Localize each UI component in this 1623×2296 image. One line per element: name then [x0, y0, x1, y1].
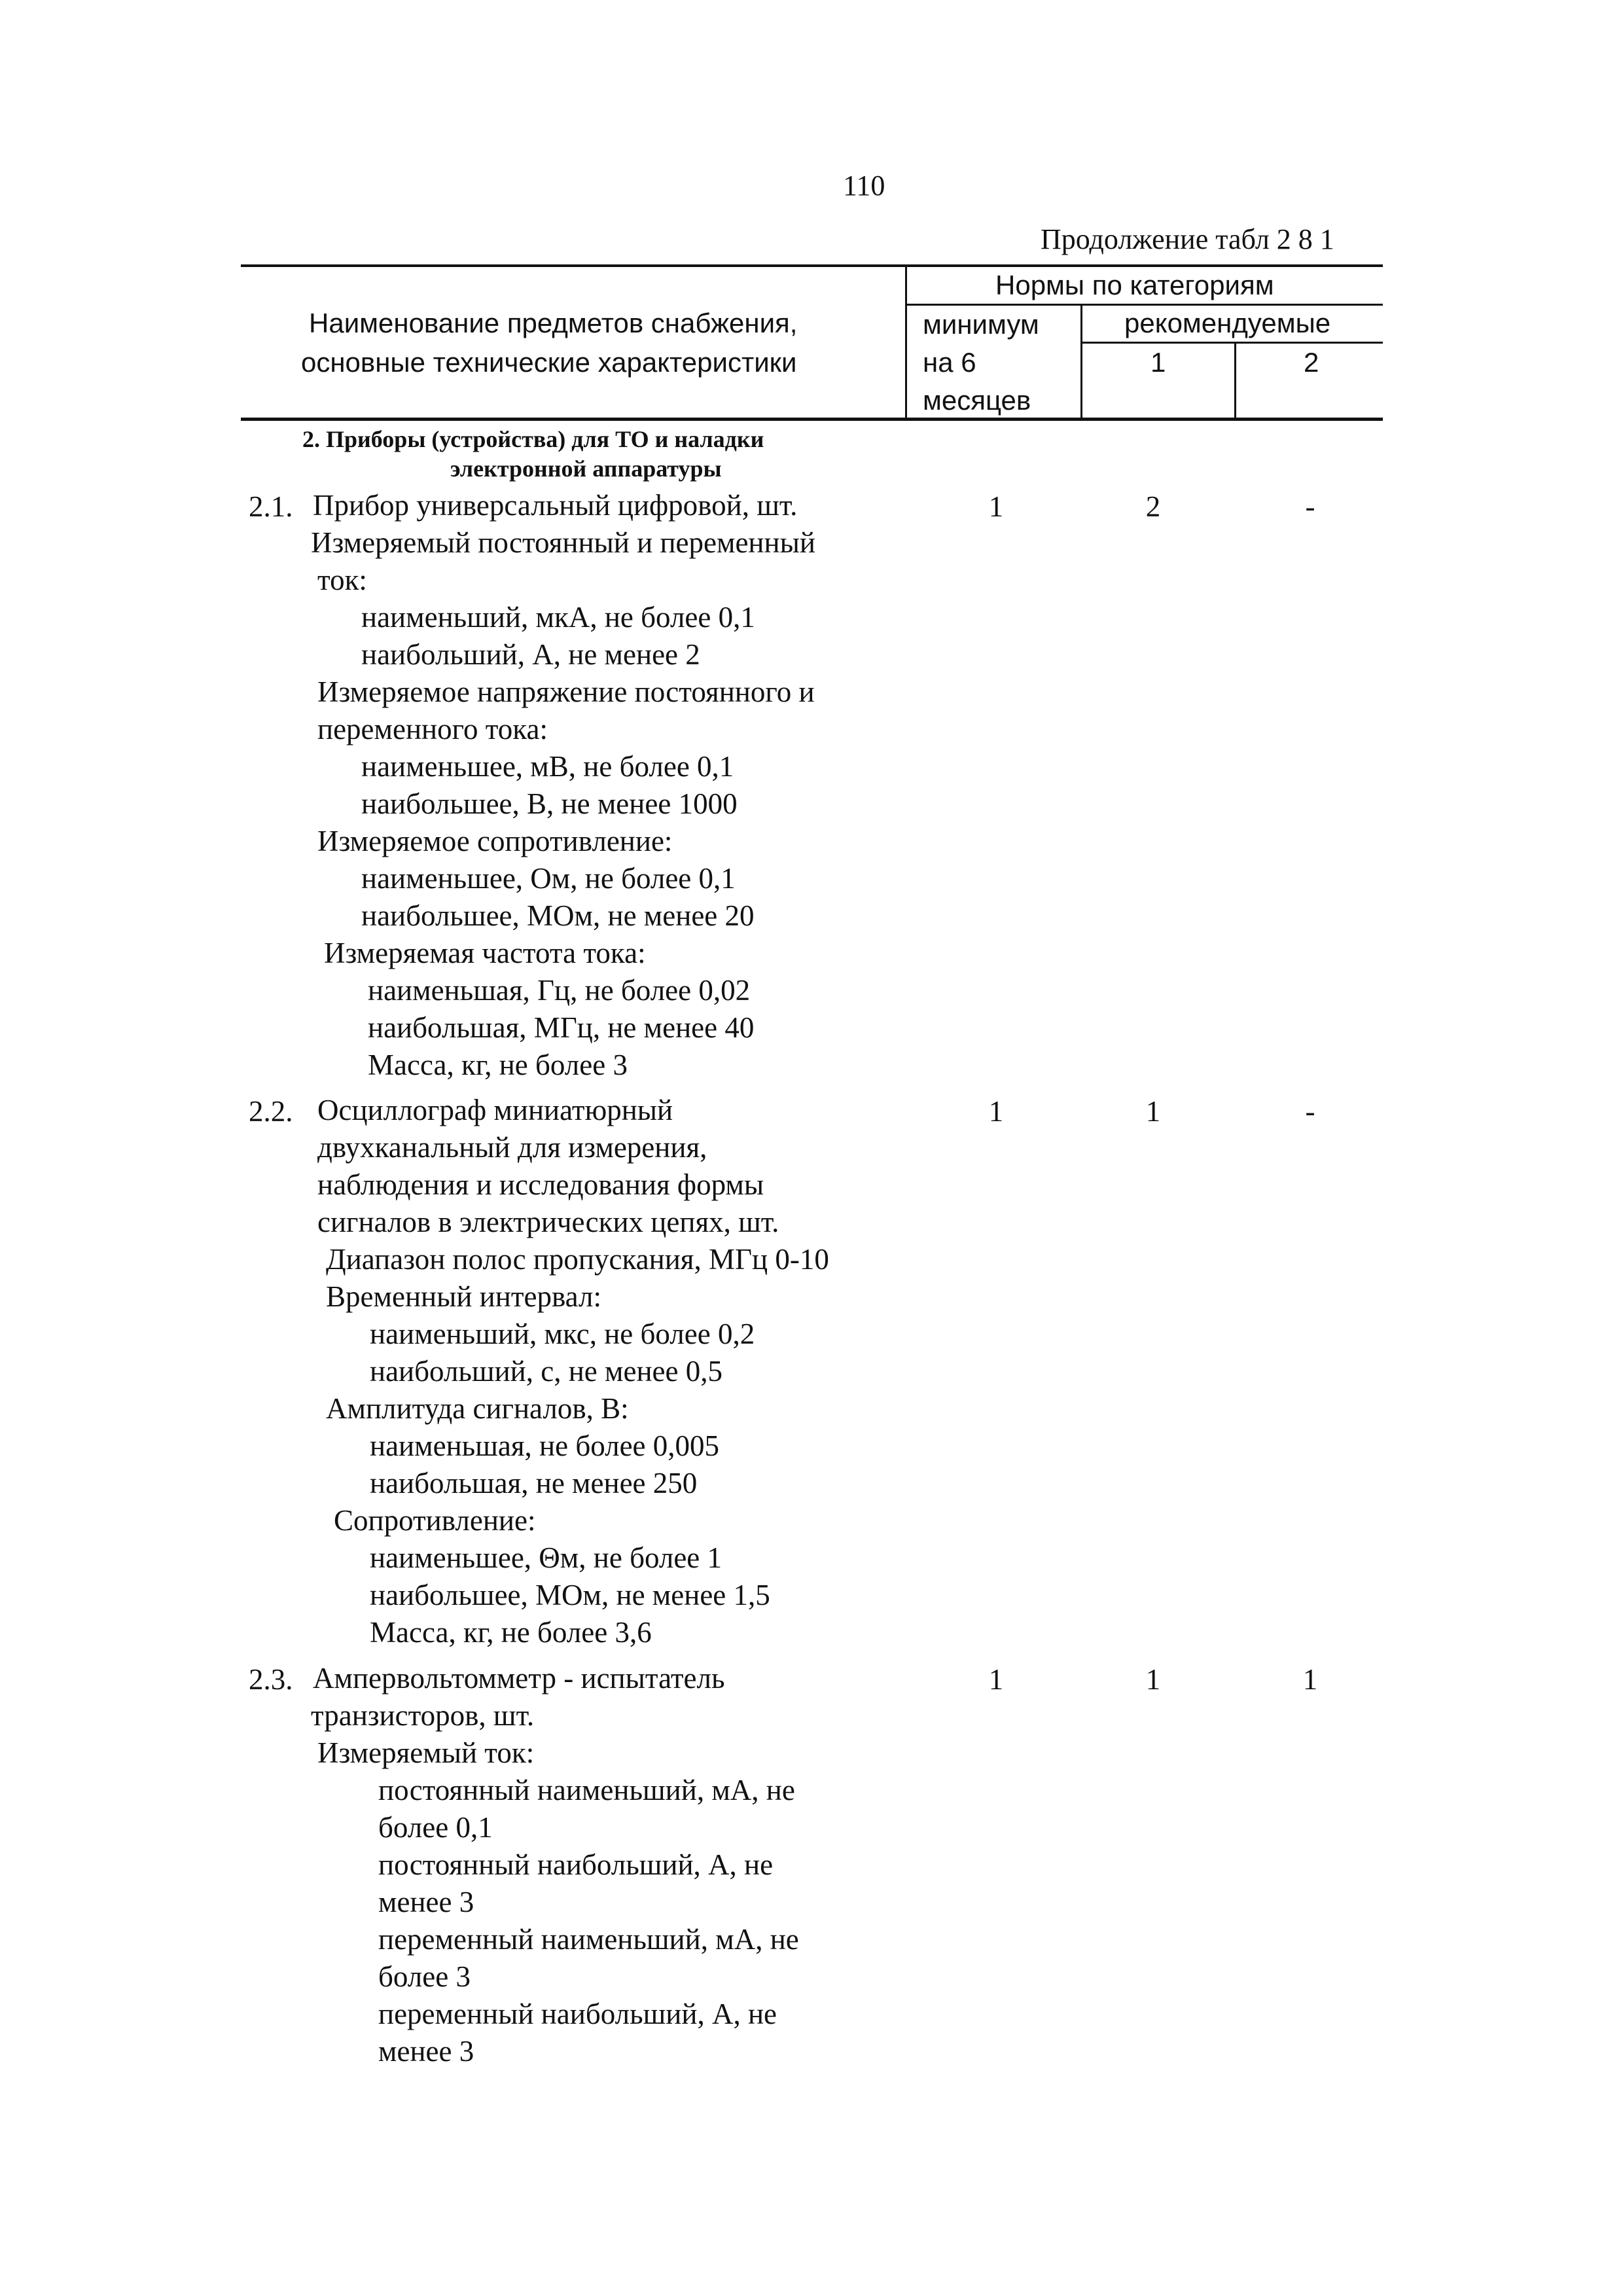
- item-number: 2.2.: [249, 1095, 293, 1128]
- minimum-header-line1: минимум: [923, 309, 1039, 340]
- minimum-header-line2: на 6: [923, 347, 976, 378]
- name-column-header-line1: Наименование предметов снабжения,: [309, 308, 798, 338]
- table-continuation-caption: Продолжение табл 2 8 1: [1041, 223, 1334, 255]
- item-spec-line: наименьшее, Θм, не более 1: [370, 1541, 722, 1574]
- item-spec-line: наименьшее, Ом, не более 0,1: [361, 862, 736, 895]
- name-col-divider: [905, 266, 907, 420]
- recommended-header: рекомендуемые: [1124, 308, 1331, 338]
- item-spec-line: наибольшее, В, не менее 1000: [361, 787, 738, 820]
- item-name: Осциллограф миниатюрный: [317, 1094, 673, 1126]
- item-spec-line: менее 3: [378, 2035, 474, 2068]
- category-1-header: 1: [1150, 347, 1166, 378]
- item-spec-line: постоянный наибольший, А, не: [378, 1848, 774, 1881]
- category-2-value: -: [1305, 1095, 1315, 1128]
- minimum-value: 1: [988, 1663, 1004, 1696]
- minimum-value: 1: [988, 490, 1004, 523]
- item-spec-line: Измеряемое напряжение постоянного и: [317, 675, 815, 708]
- minimum-value: 1: [988, 1095, 1004, 1128]
- item-name: сигналов в электрических цепях, шт.: [317, 1206, 779, 1238]
- item-spec-line: переменный наименьший, мА, не: [378, 1923, 799, 1956]
- section-heading-line2: электронной аппаратуры: [450, 456, 722, 482]
- item-spec-line: наименьшая, Гц, не более 0,02: [368, 974, 751, 1007]
- item-spec-line: Амплитуда сигналов, В:: [326, 1392, 629, 1425]
- category-2-value: 1: [1302, 1663, 1318, 1696]
- item-spec-line: ток:: [317, 564, 367, 596]
- section-heading-line1: 2. Приборы (устройства) для ТО и наладки: [302, 426, 764, 452]
- item-spec-line: Масса, кг, не более 3,6: [370, 1616, 652, 1649]
- item-spec-line: более 3: [378, 1960, 471, 1993]
- name-column-header-line2: основные технические характеристики: [301, 347, 797, 378]
- item-spec-line: постоянный наименьший, мА, не: [378, 1774, 795, 1806]
- category-1-value: 1: [1145, 1663, 1161, 1696]
- minimum-col-divider: [1080, 305, 1082, 420]
- item-spec-line: Временный интервал:: [326, 1280, 601, 1313]
- category-2-header: 2: [1304, 347, 1319, 378]
- item-spec-line: переменного тока:: [317, 713, 548, 745]
- item-spec-line: наименьший, мкс, не более 0,2: [370, 1318, 755, 1350]
- item-name: двухканальный для измерения,: [317, 1131, 707, 1164]
- minimum-header-line3: месяцев: [923, 385, 1031, 416]
- item-spec-line: наибольшее, МОм, не менее 20: [361, 899, 755, 932]
- item-spec-line: наибольшая, не менее 250: [370, 1467, 698, 1499]
- item-spec-line: Измеряемая частота тока:: [324, 937, 646, 969]
- cat-col-divider: [1234, 343, 1236, 420]
- item-name: Прибор универсальный цифровой, шт.: [313, 489, 798, 522]
- header-bottom-rule: [241, 418, 1383, 421]
- item-spec-line: наибольшая, МГц, не менее 40: [368, 1011, 755, 1044]
- item-number: 2.1.: [249, 490, 293, 523]
- item-name: наблюдения и исследования формы: [317, 1168, 764, 1201]
- item-spec-line: Масса, кг, не более 3: [368, 1049, 628, 1081]
- item-spec-line: Сопротивление:: [334, 1504, 536, 1537]
- item-spec-line: более 0,1: [378, 1811, 493, 1844]
- category-1-value: 2: [1145, 490, 1161, 523]
- item-spec-line: наибольшее, МОм, не менее 1,5: [370, 1579, 770, 1611]
- item-spec-line: наименьший, мкА, не более 0,1: [361, 601, 755, 634]
- item-name: Ампервольтомметр - испытатель: [313, 1662, 725, 1695]
- norms-subdivider-rule: [906, 304, 1383, 306]
- item-name: транзисторов, шт.: [311, 1699, 535, 1732]
- category-1-value: 1: [1145, 1095, 1161, 1128]
- item-spec-line: Измеряемый постоянный и переменный: [311, 526, 815, 559]
- item-spec-line: наибольший, А, не менее 2: [361, 638, 700, 671]
- norms-header: Нормы по категориям: [995, 270, 1274, 300]
- item-spec-line: наибольший, с, не менее 0,5: [370, 1355, 722, 1388]
- item-spec-line: Измеряемый ток:: [317, 1736, 535, 1769]
- item-spec-line: Диапазон полос пропускания, МГц 0-10: [326, 1243, 829, 1276]
- page-number: 110: [843, 170, 885, 202]
- item-spec-line: Измеряемое сопротивление:: [317, 825, 673, 857]
- item-spec-line: наименьшая, не более 0,005: [370, 1429, 720, 1462]
- item-spec-line: наименьшее, мВ, не более 0,1: [361, 750, 734, 783]
- item-number: 2.3.: [249, 1663, 293, 1696]
- header-top-rule: [241, 264, 1383, 267]
- item-spec-line: переменный наибольший, А, не: [378, 1998, 777, 2030]
- recommended-subdivider-rule: [1081, 342, 1383, 344]
- category-2-value: -: [1305, 490, 1315, 523]
- item-spec-line: менее 3: [378, 1886, 474, 1918]
